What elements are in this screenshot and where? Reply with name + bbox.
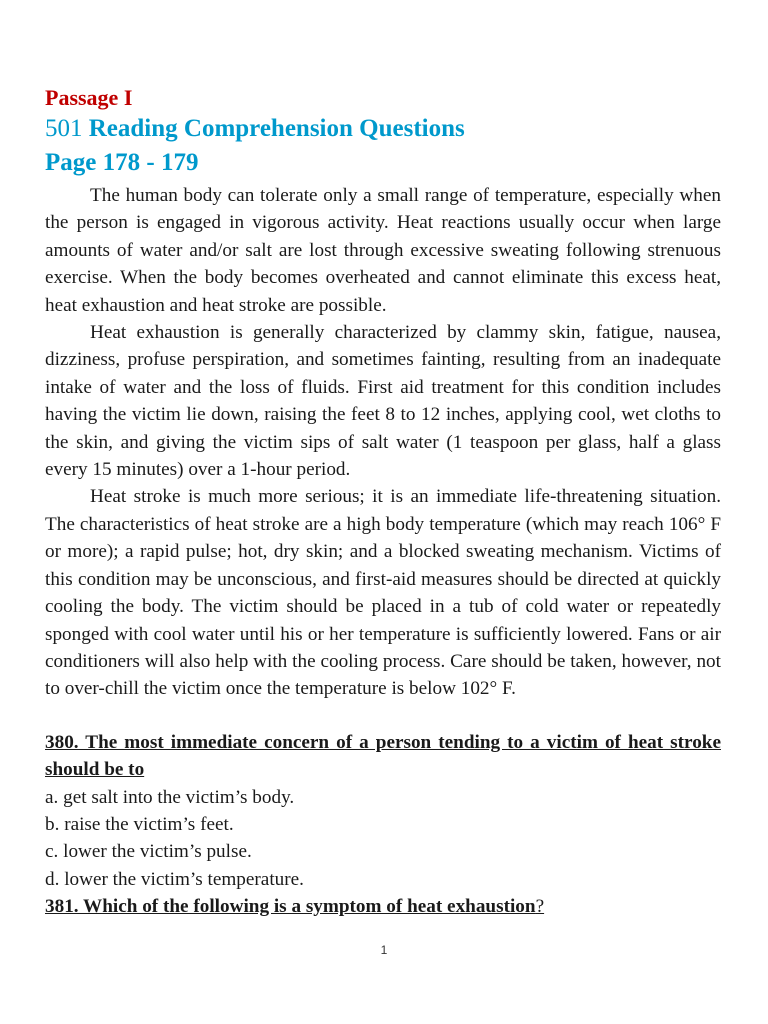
question-suffix: ? [535, 896, 545, 918]
passage-paragraph: Heat stroke is much more serious; it is an immediate life-threatening situation. The characteristics of heat stroke are a high body temperature (which may reach 106° F or more); a rapid pulse; hot, dry skin; and a blocked sweating mechanism. Victims of this condition may be unconscious, and first-aid measures should be directed at quickly cooling the body. The victim should be placed in a tub of cold water or repeatedly sponged with cool water until his or her temperature is sufficiently lowered. Fans or air conditioners will also help with the cooling process. Care should be taken, however, not to over-chill the victim once the temperature is below 102° F. [45, 486, 721, 700]
answer-option[interactable]: b. raise the victim’s feet. [45, 813, 234, 835]
question-text [45, 893, 721, 920]
document-page [45, 84, 721, 921]
book-number: 501 [45, 115, 83, 142]
passage-paragraph: The human body can tolerate only a small range of temperature, especially when the person is engaged in vigorous activity. Heat reactions usually occur when large amounts of water and/or salt are lost through excessive sweating following strenuous exercise. When the body becomes overheated and cannot eliminate this excess heat, heat exhaustion and heat stroke are possible. [45, 185, 721, 316]
question-text [45, 729, 721, 784]
question-prompt: 381. Which of the following is a symptom of heat exhaustion [45, 896, 536, 918]
page-range: Page 178 - 179 [45, 149, 199, 176]
passage-label: Passage I [45, 85, 133, 110]
passage [45, 182, 721, 703]
passage-paragraph: Heat exhaustion is generally characterized by clammy skin, fatigue, nausea, dizziness, profuse perspiration, and sometimes fainting, resulting from an inadequate intake of water and the loss of fluids. First aid treatment for this condition includes having the victim lie down, raising the feet 8 to 12 inches, applying cool, wet cloths to the skin, and giving the victim sips of salt water (1 teaspoon per glass, half a glass every 15 minutes) over a 1-hour period. [45, 322, 721, 481]
book-title [45, 112, 721, 146]
answer-option[interactable]: c. lower the victim’s pulse. [45, 841, 252, 863]
answer-option[interactable]: a. get salt into the victim’s body. [45, 786, 295, 808]
answer-option[interactable]: d. lower the victim’s temperature. [45, 868, 304, 890]
question-prompt: 380. The most immediate concern of a person tending to a victim of heat stroke should be to [45, 731, 721, 781]
question-380 [45, 729, 721, 893]
answer-options [45, 784, 721, 894]
question-381 [45, 893, 721, 920]
book-title-text: Reading Comprehension Questions [88, 115, 465, 142]
page-number: 1 [380, 943, 388, 957]
